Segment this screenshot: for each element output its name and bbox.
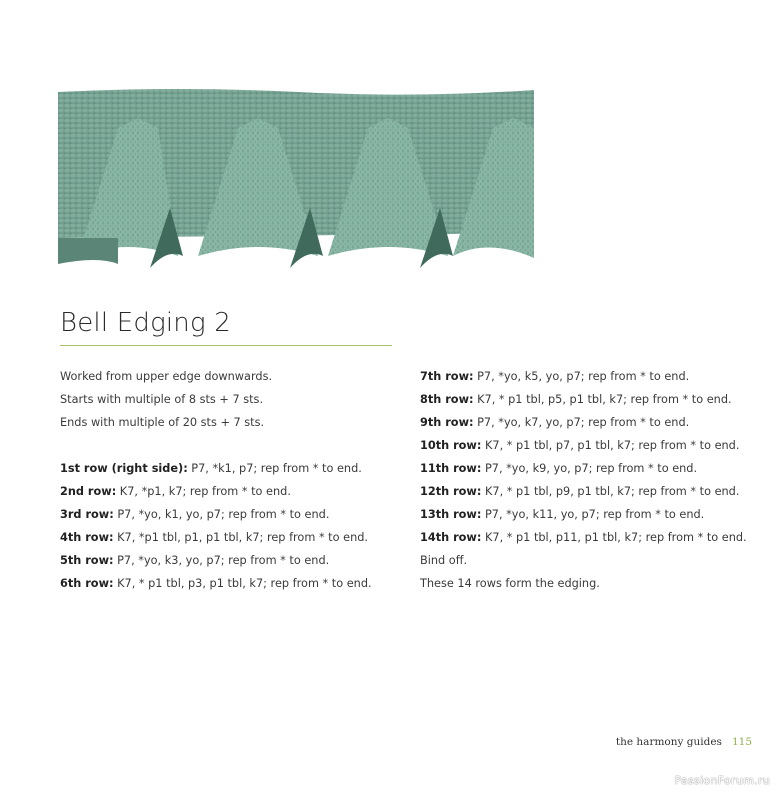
row-text: K7, * p1 tbl, p3, p1 tbl, k7; rep from * to end. <box>113 577 372 590</box>
watermark: PassionForum.ru <box>674 774 770 787</box>
row-text: P7, *k1, p7; rep from * to end. <box>187 462 362 475</box>
row-text: P7, *yo, k11, yo, p7; rep from * to end. <box>481 508 705 521</box>
row-label: 4th row: <box>60 531 114 544</box>
row-instruction <box>60 503 400 526</box>
row-label: 9th row: <box>420 416 474 429</box>
row-text: K7, *p1 tbl, p1, p1 tbl, k7; rep from * to end. <box>113 531 368 544</box>
row-text: K7, *p1, k7; rep from * to end. <box>116 485 291 498</box>
pattern-title: Bell Edging 2 <box>60 308 231 338</box>
spacer <box>60 434 400 457</box>
knitted-swatch-photo <box>58 88 534 272</box>
row-text: P7, *yo, k7, yo, p7; rep from * to end. <box>473 416 690 429</box>
row-label: 11th row: <box>420 462 482 475</box>
row-instruction <box>420 411 770 434</box>
intro-line: Worked from upper edge downwards. <box>60 370 273 383</box>
intro-line: Ends with multiple of 20 sts + 7 sts. <box>60 416 265 429</box>
row-label: 7th row: <box>420 370 474 383</box>
row-instruction <box>420 503 770 526</box>
page-number: 115 <box>731 736 752 748</box>
row-instruction <box>420 457 770 480</box>
row-label: 1st row (right side): <box>60 462 188 475</box>
row-instruction <box>60 526 400 549</box>
row-instruction <box>60 572 400 595</box>
instructions-left-column <box>60 365 400 595</box>
row-instruction <box>60 457 400 480</box>
instructions-right-column <box>420 365 770 595</box>
closing-line: These 14 rows form the edging. <box>420 577 600 590</box>
row-label: 2nd row: <box>60 485 117 498</box>
row-label: 14th row: <box>420 531 482 544</box>
row-label: 3rd row: <box>60 508 114 521</box>
intro-line: Starts with multiple of 8 sts + 7 sts. <box>60 393 264 406</box>
row-label: 10th row: <box>420 439 482 452</box>
row-instruction <box>420 526 770 549</box>
row-instruction <box>60 549 400 572</box>
row-instruction <box>420 388 770 411</box>
row-text: K7, * p1 tbl, p5, p1 tbl, k7; rep from * to end. <box>473 393 732 406</box>
row-text: K7, * p1 tbl, p11, p1 tbl, k7; rep from * to end. <box>481 531 747 544</box>
book-title: the harmony guides <box>615 736 722 748</box>
row-label: 12th row: <box>420 485 482 498</box>
row-instruction <box>420 365 770 388</box>
row-text: P7, *yo, k1, yo, p7; rep from * to end. <box>113 508 330 521</box>
row-text: K7, * p1 tbl, p9, p1 tbl, k7; rep from * to end. <box>481 485 740 498</box>
row-instruction <box>60 480 400 503</box>
row-instruction <box>420 434 770 457</box>
row-text: P7, *yo, k3, yo, p7; rep from * to end. <box>113 554 330 567</box>
title-underline <box>60 345 392 346</box>
row-text: P7, *yo, k5, yo, p7; rep from * to end. <box>473 370 690 383</box>
row-text: K7, * p1 tbl, p7, p1 tbl, k7; rep from * to end. <box>481 439 740 452</box>
row-label: 13th row: <box>420 508 482 521</box>
row-label: 8th row: <box>420 393 474 406</box>
page-footer <box>616 736 752 748</box>
closing-line: Bind off. <box>420 554 468 567</box>
row-label: 5th row: <box>60 554 114 567</box>
row-label: 6th row: <box>60 577 114 590</box>
row-text: P7, *yo, k9, yo, p7; rep from * to end. <box>481 462 698 475</box>
row-instruction <box>420 480 770 503</box>
